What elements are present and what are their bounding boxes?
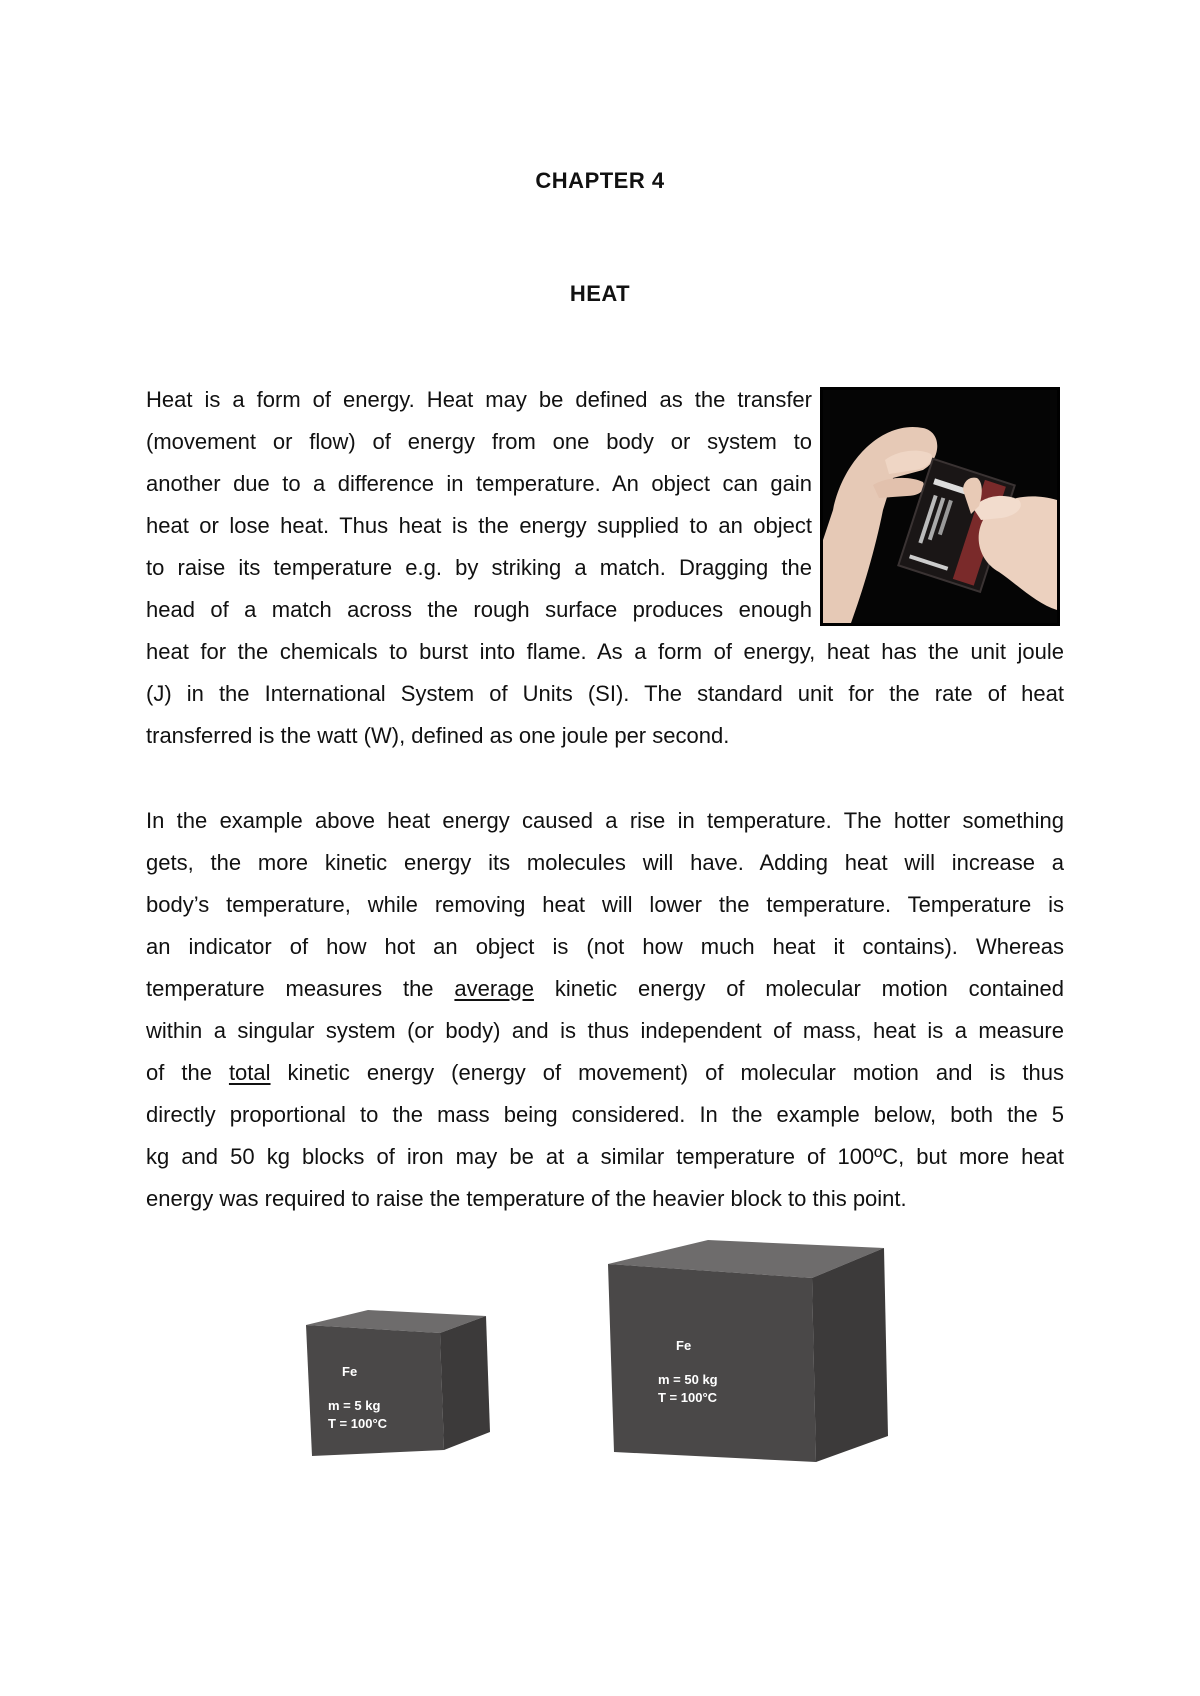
paragraph-1-line: to raise its temperature e.g. by striking a match. Dragging the: [146, 555, 812, 580]
match-striking-illustration: [823, 390, 1057, 623]
paragraph-1-line: (J) in the International System of Units (SI). The standard unit for the rate of heat: [146, 681, 1064, 706]
match-striking-photo: [820, 387, 1060, 626]
small-block-temperature: T = 100°C: [328, 1416, 388, 1431]
paragraph-1-line: heat for the chemicals to burst into flame. As a form of energy, heat has the unit joule: [146, 639, 1064, 664]
chapter-heading: CHAPTER 4: [535, 168, 665, 193]
paragraph-2: [146, 800, 1064, 1220]
paragraph-2-line: kg and 50 kg blocks of iron may be at a similar temperature of 100ºC, but more heat: [146, 1144, 1064, 1169]
paragraph-2-line: In the example above heat energy caused a rise in temperature. The hotter something: [146, 808, 1064, 833]
small-iron-block: [306, 1310, 490, 1456]
large-block-temperature: T = 100°C: [658, 1390, 718, 1405]
large-block-side-face: [812, 1248, 888, 1462]
text-segment: temperature measures the: [146, 976, 455, 1001]
small-block-side-face: [440, 1316, 490, 1450]
small-block-element: Fe: [342, 1364, 358, 1379]
iron-blocks-illustration: [0, 1230, 1200, 1470]
underlined-word-average: average: [454, 976, 534, 1001]
paragraph-1-line: (movement or flow) of energy from one body or system to: [146, 429, 812, 454]
chapter-title: HEAT: [569, 281, 631, 306]
underlined-word-total: total: [228, 1060, 271, 1085]
paragraph-1-line: another due to a difference in temperature. An object can gain: [146, 471, 812, 496]
paragraph-1-line: heat or lose heat. Thus heat is the energy supplied to an object: [146, 513, 812, 538]
large-iron-block: [608, 1240, 888, 1462]
paragraph-1-line: transferred is the watt (W), defined as one joule per second.: [146, 723, 730, 748]
paragraph-2-line: [146, 1052, 1064, 1094]
paragraph-1-line: Heat is a form of energy. Heat may be defined as the transfer: [146, 387, 812, 412]
paragraph-2-line: body’s temperature, while removing heat will lower the temperature. Temperature is: [146, 892, 1064, 917]
paragraph-2-line: directly proportional to the mass being considered. In the example below, both the 5: [146, 1102, 1064, 1127]
paragraph-1-line: head of a match across the rough surface produces enough: [146, 597, 812, 622]
paragraph-2-line: energy was required to raise the temperature of the heavier block to this point.: [146, 1186, 907, 1211]
text-segment: kinetic energy of molecular motion contained: [533, 976, 1064, 1001]
paragraph-2-line: [146, 968, 1064, 1010]
paragraph-2-line: within a singular system (or body) and is thus independent of mass, heat is a measure: [146, 1018, 1064, 1043]
paragraph-2-line: an indicator of how hot an object is (not how much heat it contains). Whereas: [146, 934, 1064, 959]
text-segment: of the: [146, 1060, 229, 1085]
large-block-front-face: [608, 1264, 816, 1462]
paragraph-2-line: gets, the more kinetic energy its molecules will have. Adding heat will increase a: [146, 850, 1064, 875]
large-block-element: Fe: [676, 1338, 692, 1353]
large-block-mass: m = 50 kg: [658, 1372, 718, 1387]
small-block-front-face: [306, 1325, 444, 1456]
text-segment: kinetic energy (energy of movement) of molecular motion and is thus: [270, 1060, 1065, 1085]
small-block-mass: m = 5 kg: [328, 1398, 381, 1413]
